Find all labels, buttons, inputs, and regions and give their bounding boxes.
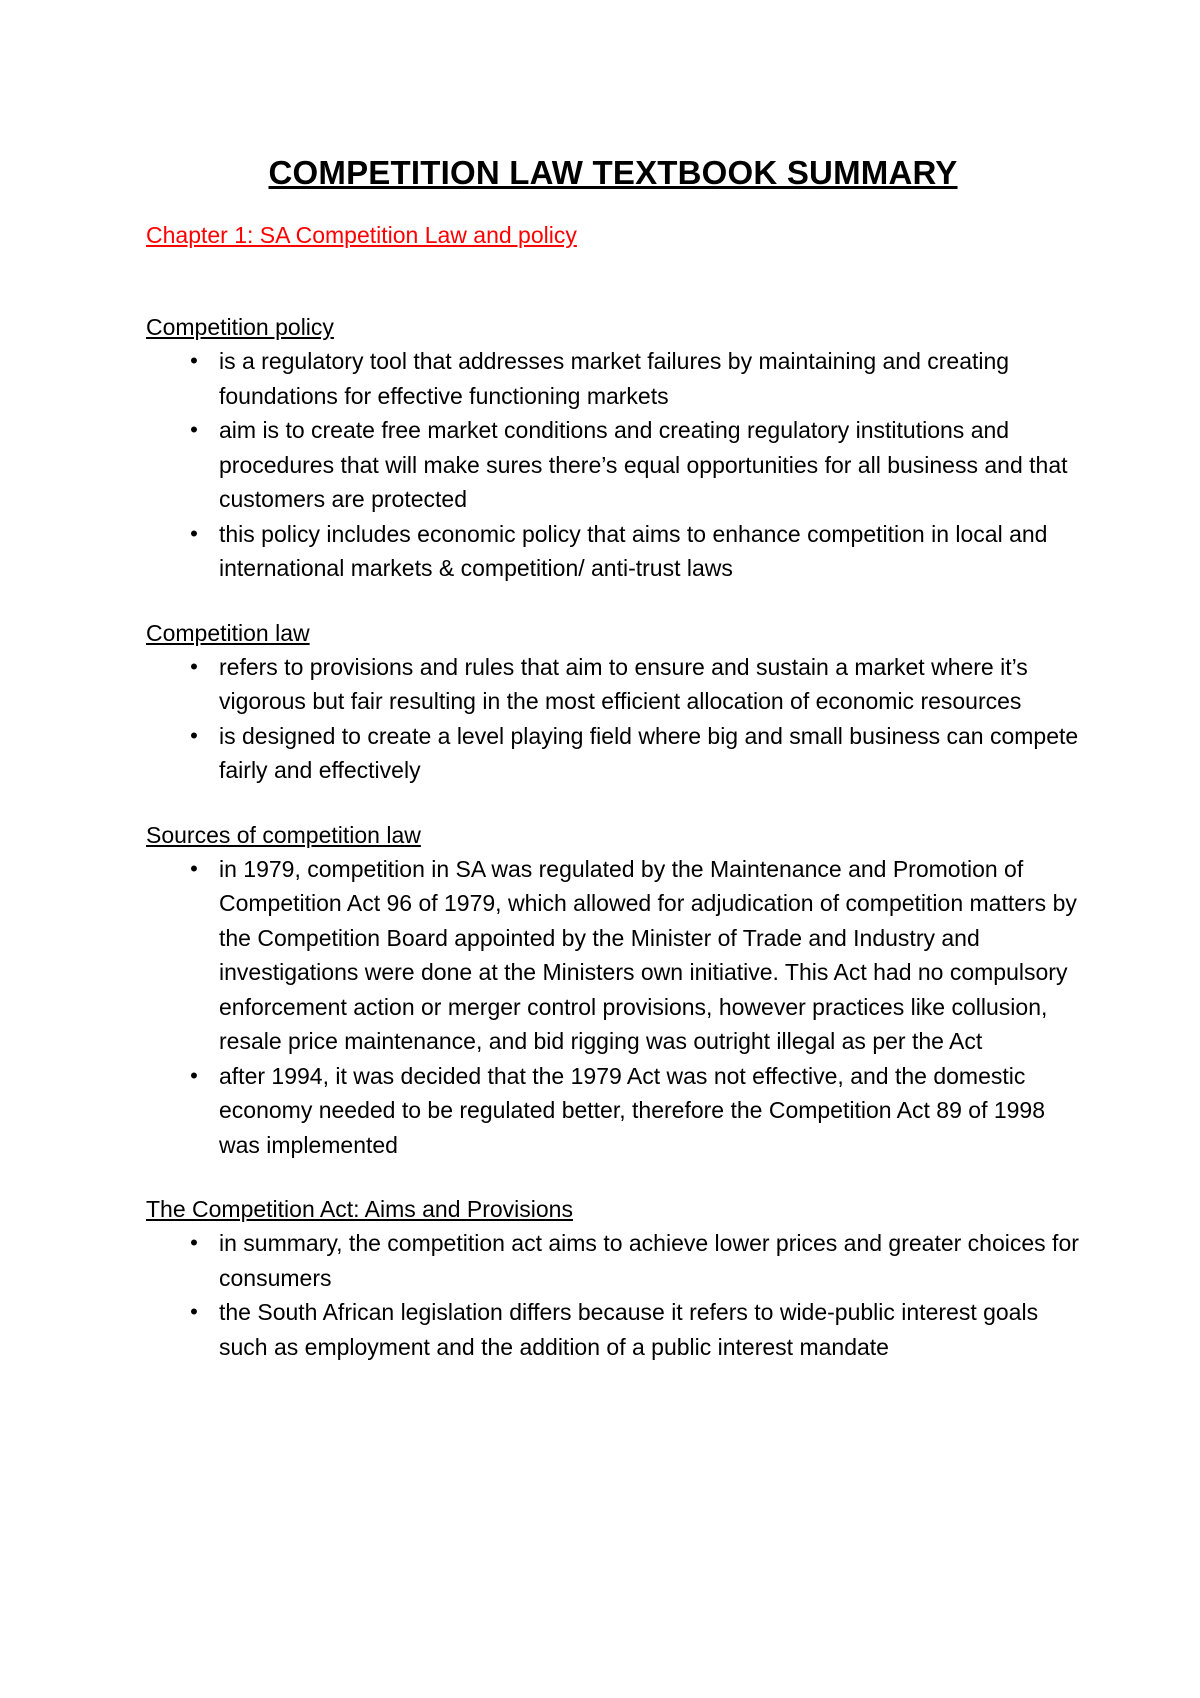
bullet-item [146,852,1080,1059]
bullet-icon: • [190,520,198,546]
section-heading: Competition policy [146,314,334,340]
section-heading: The Competition Act: Aims and Provisions [146,1196,573,1222]
document-body [146,310,1080,1364]
bullet-item [146,719,1080,788]
bullet-list [146,650,1080,788]
bullet-icon: • [190,855,198,881]
bullet-text: refers to provisions and rules that aim to ensure and sustain a market where it’s vigorous but fair resulting in the most efficient allocation of economic resources [219,653,1028,714]
bullet-icon: • [190,348,198,373]
bullet-icon: • [190,417,198,442]
bullet-text: in summary, the competition act aims to achieve lower prices and greater choices for consumers [219,1230,1079,1291]
section-heading: Competition law [146,619,310,646]
bullet-item [146,1295,1080,1364]
bullet-icon: • [190,722,198,748]
bullet-item [146,650,1080,719]
chapter-heading: Chapter 1: SA Competition Law and policy [146,222,577,248]
section [146,1192,1080,1364]
section-heading: Sources of competition law [146,821,421,848]
bullet-item [146,413,1080,517]
bullet-list [146,852,1080,1163]
bullet-text: is designed to create a level playing field where big and small business can compete fairly and effectively [219,722,1079,783]
bullet-item [146,1059,1080,1163]
bullet-item [146,344,1080,413]
bullet-icon: • [190,1230,198,1255]
bullet-icon: • [190,653,198,679]
section [146,310,1080,586]
bullet-text: in 1979, competition in SA was regulated by the Maintenance and Promotion of Competition Act 96 of 1979, which allowed for adjudication of competition matters by the Competition Board appointed by the Minister of Trade and Industry and investigations were done at the Ministers own initiative. This Act had no compulsory enforcement action or merger control provisions, however practices like collusion, resale price maintenance, and bid rigging was outright illegal as per the Act [219,855,1077,1054]
bullet-icon: • [190,1062,198,1088]
document-title: COMPETITION LAW TEXTBOOK SUMMARY [268,154,958,191]
bullet-list [146,1226,1080,1364]
bullet-item [146,517,1080,586]
bullet-text: this policy includes economic policy that aims to enhance competition in local and international markets & competition/ anti-trust laws [219,520,1048,581]
bullet-text: is a regulatory tool that addresses market failures by maintaining and creating foundations for effective functioning markets [219,348,1010,409]
bullet-item [146,1226,1080,1295]
section [146,616,1080,788]
bullet-text: the South African legislation differs because it refers to wide-public interest goals such as employment and the addition of a public interest mandate [219,1299,1039,1360]
section [146,818,1080,1163]
bullet-text: after 1994, it was decided that the 1979 Act was not effective, and the domestic economy needed to be regulated better, therefore the Competition Act 89 of 1998 was implemented [219,1062,1046,1158]
bullet-icon: • [190,1299,198,1324]
bullet-text: aim is to create free market conditions and creating regulatory institutions and procedures that will make sures there’s equal opportunities for all business and that customers are protected [219,417,1068,512]
bullet-list [146,344,1080,586]
